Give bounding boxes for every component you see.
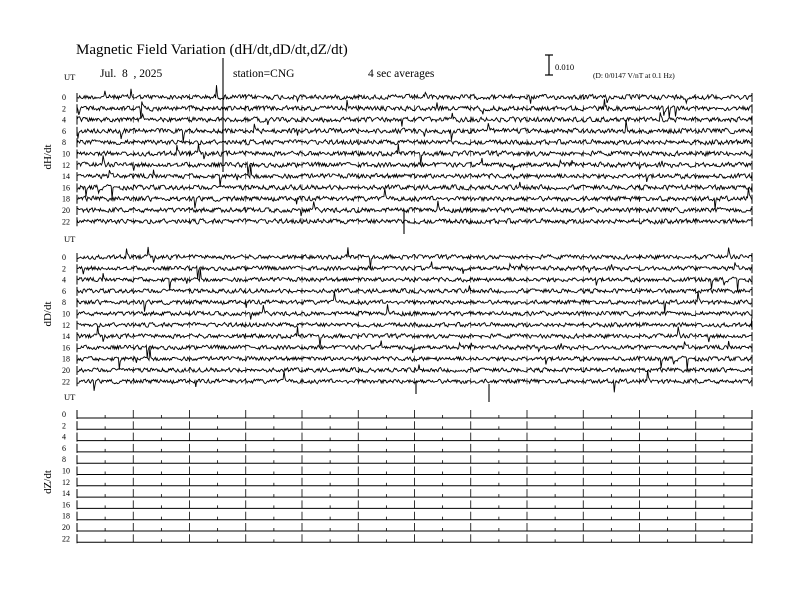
panel-dZ-dt xyxy=(42,392,752,543)
hour-label: 10 xyxy=(62,466,70,476)
panel-dH-dt xyxy=(42,72,752,226)
hour-label: 22 xyxy=(62,377,70,387)
hour-label: 6 xyxy=(62,286,66,296)
hour-label: 20 xyxy=(62,523,70,532)
hour-label: 0 xyxy=(62,410,66,419)
panel-dD-dt xyxy=(42,234,752,392)
hour-label: 18 xyxy=(62,354,70,364)
scale-bar xyxy=(545,55,553,75)
hour-label: 16 xyxy=(62,500,70,510)
component-label: dH/dt xyxy=(42,144,54,170)
hour-label: 20 xyxy=(62,366,70,375)
hour-label: 4 xyxy=(62,432,66,442)
hour-label: 2 xyxy=(62,264,66,274)
hour-label: 4 xyxy=(62,275,66,285)
hour-label: 8 xyxy=(62,455,66,465)
component-label: dD/dt xyxy=(42,301,54,327)
station-label: station=CNG xyxy=(233,68,295,80)
hour-label: 6 xyxy=(62,443,66,453)
hour-label: 0 xyxy=(62,253,66,262)
hour-label: 16 xyxy=(62,183,70,193)
hour-label: 8 xyxy=(62,298,66,308)
hour-label: 0 xyxy=(62,93,66,102)
hour-label: 18 xyxy=(62,194,70,204)
ut-label: UT xyxy=(64,392,76,402)
hour-label: 14 xyxy=(62,332,70,342)
hour-label: 4 xyxy=(62,115,66,125)
hour-label: 12 xyxy=(62,320,70,330)
date-label: Jul. 8 , 2025 xyxy=(100,68,163,80)
hour-label: 22 xyxy=(62,534,70,544)
hour-label: 10 xyxy=(62,309,70,319)
hour-label: 16 xyxy=(62,343,70,353)
hour-label: 8 xyxy=(62,138,66,148)
scale-note: (D: 0/0147 V/nT at 0.1 Hz) xyxy=(593,71,675,80)
hour-label: 18 xyxy=(62,511,70,521)
panels xyxy=(42,58,752,543)
hour-label: 2 xyxy=(62,421,66,431)
ut-label: UT xyxy=(64,72,76,82)
hour-label: 12 xyxy=(62,160,70,170)
averaging-label: 4 sec averages xyxy=(368,68,435,80)
hour-label: 14 xyxy=(62,489,70,499)
scale-value: 0.010 xyxy=(555,62,575,72)
ut-label: UT xyxy=(64,234,76,244)
hour-label: 14 xyxy=(62,172,70,182)
component-label: dZ/dt xyxy=(42,470,54,494)
chart-title: Magnetic Field Variation (dH/dt,dD/dt,dZ/dt) xyxy=(76,42,348,58)
hour-label: 6 xyxy=(62,126,66,136)
hour-label: 2 xyxy=(62,104,66,114)
hour-label: 10 xyxy=(62,149,70,159)
hour-label: 22 xyxy=(62,217,70,227)
hour-label: 12 xyxy=(62,477,70,487)
hour-label: 20 xyxy=(62,206,70,215)
